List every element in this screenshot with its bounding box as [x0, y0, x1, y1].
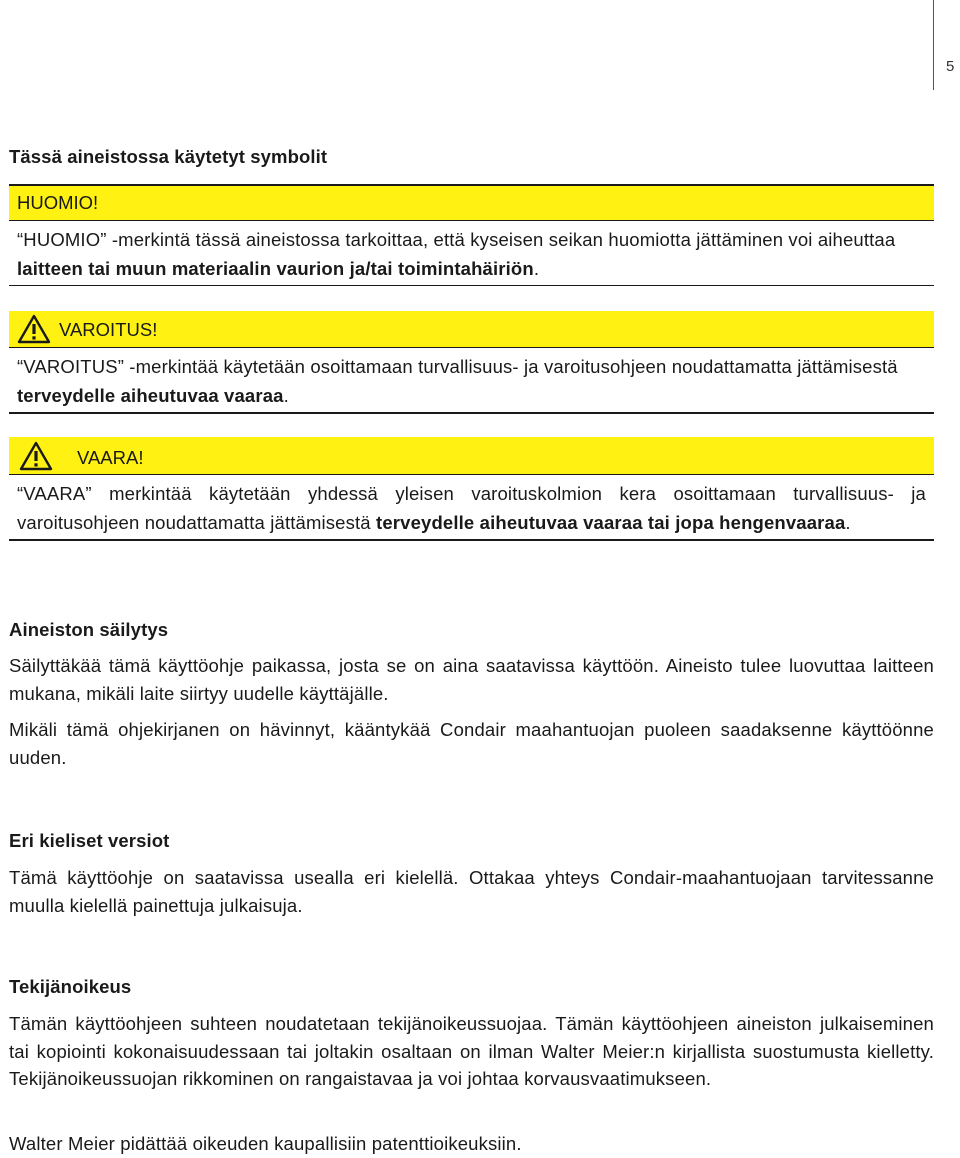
danger-text-plain: “VAARA” merkintää käytetään yhdessä yleisen varoituskolmion kera osoittamaan turvallisuus- ja varoitusohjeen noudattamatta jättämisestä	[17, 483, 926, 533]
warning-text-plain: “VAROITUS” -merkintää käytetään osoittamaan turvallisuus- ja varoitusohjeen noudattamatta jättämisestä	[17, 356, 898, 377]
box-bottom-rule	[9, 412, 934, 414]
warning-bar	[9, 311, 934, 348]
danger-text-bold: terveydelle aiheutuvaa vaaraa tai jopa hengenvaaraa	[376, 512, 846, 533]
danger-text	[9, 475, 934, 539]
warning-text-end: .	[283, 385, 289, 406]
storage-heading: Aineiston säilytys	[9, 619, 169, 640]
copyright-heading: Tekijänoikeus	[9, 976, 132, 997]
notice-text	[9, 221, 934, 285]
warning-label: VAROITUS!	[59, 319, 158, 340]
languages-heading: Eri kieliset versiot	[9, 830, 170, 851]
copyright-paragraph-2: Walter Meier pidättää oikeuden kaupallisiin patenttioikeuksiin.	[9, 1133, 522, 1154]
box-bottom-rule	[9, 539, 934, 541]
page-number: 5	[946, 58, 955, 75]
danger-box	[9, 437, 934, 541]
notice-bar	[9, 186, 934, 221]
notice-text-end: .	[533, 257, 540, 279]
storage-paragraph-1: Säilyttäkää tämä käyttöohje paikassa, josta se on aina saatavissa käyttöön. Aineisto tulee luovuttaa laitteen mukana, mikäli laite siirtyy uudelle käyttäjälle.	[9, 655, 934, 704]
notice-label: HUOMIO!	[17, 191, 99, 213]
copyright-paragraph-1: Tämän käyttöohjeen suhteen noudatetaan tekijänoikeussuojaa. Tämän käyttöohjeen aineiston julkaiseminen tai kopiointi kokonaisuudessaan tai joltakin osaltaan on ilman Walter Meier:n kirjallista suostumusta kielletty. Tekijänoikeussuojan rikkominen on rangaistavaa ja voi johtaa korvausvaatimukseen.	[9, 1013, 934, 1089]
languages-paragraph: Tämä käyttöohje on saatavissa usealla eri kielellä. Ottakaa yhteys Condair-maahantuojaan tarvitessanne muulla kielellä painettuja julkaisuja.	[9, 867, 934, 916]
warning-box	[9, 311, 934, 414]
danger-label: VAARA!	[77, 447, 144, 468]
danger-text-end: .	[845, 512, 851, 533]
warning-text-bold: terveydelle aiheutuvaa vaaraa	[17, 385, 284, 406]
notice-text-bold: laitteen tai muun materiaalin vaurion ja/tai toimintahäiriön	[17, 257, 534, 279]
warning-text	[9, 348, 934, 412]
box-bottom-rule	[9, 285, 934, 287]
storage-paragraph-2: Mikäli tämä ohjekirjanen on hävinnyt, kääntykää Condair maahantuojan puoleen saadaksenne käyttöönne uuden.	[9, 719, 934, 768]
symbols-heading: Tässä aineistossa käytetyt symbolit	[9, 146, 328, 167]
margin-rule	[933, 0, 934, 90]
warning-triangle-icon	[17, 314, 51, 349]
notice-text-plain: “HUOMIO” -merkintä tässä aineistossa tarkoittaa, että kyseisen seikan huomiotta jättäminen voi aiheuttaa	[17, 228, 896, 250]
warning-triangle-icon	[19, 441, 53, 476]
notice-box	[9, 184, 934, 286]
danger-bar	[9, 437, 934, 475]
